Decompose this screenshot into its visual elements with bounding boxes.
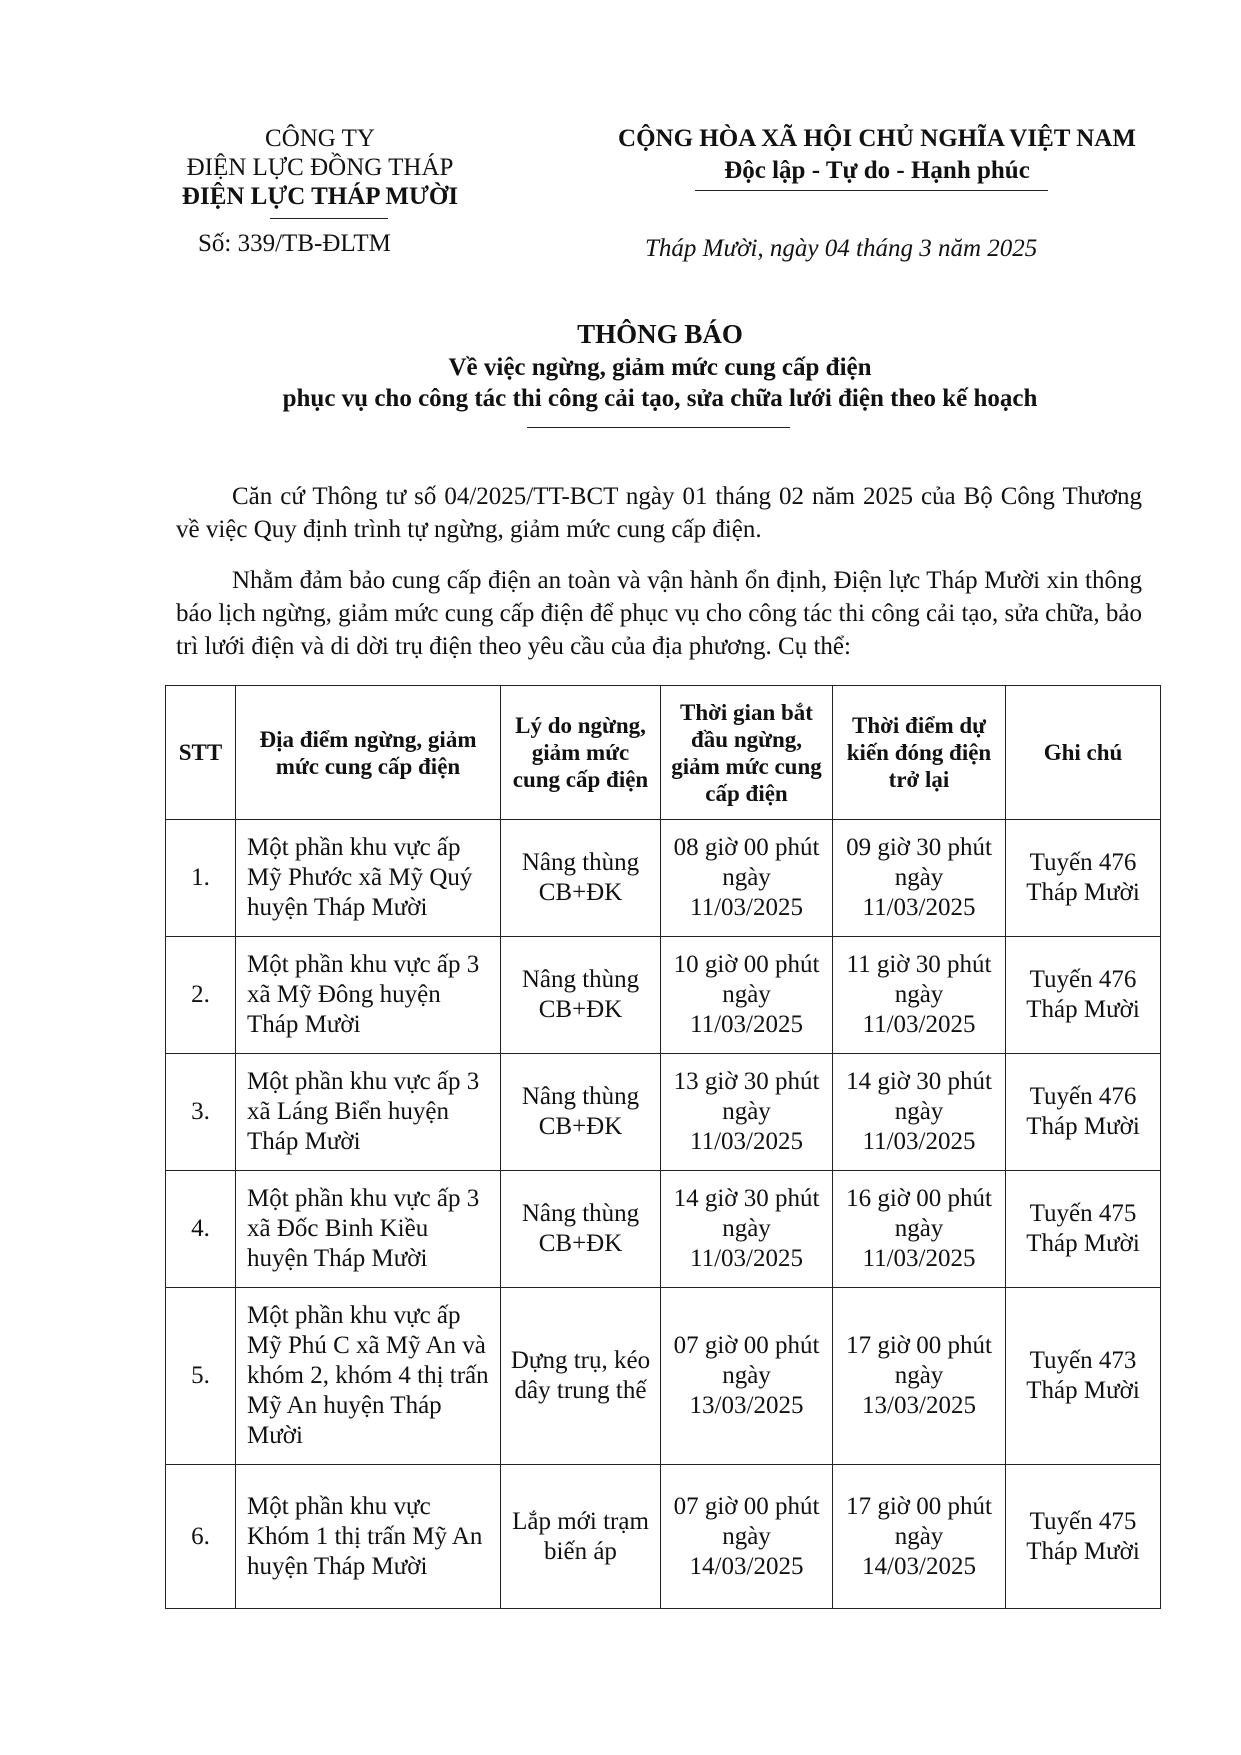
cell-location: Một phần khu vực ấp 3 xã Đốc Binh Kiều huyện Tháp Mười bbox=[236, 1171, 501, 1288]
header-start-time: Thời gian bắt đầu ngừng, giảm mức cung cấp điện bbox=[661, 686, 833, 820]
cell-note: Tuyến 473 Tháp Mười bbox=[1006, 1288, 1161, 1465]
cell-restore-time: 17 giờ 00 phút ngày 14/03/2025 bbox=[833, 1465, 1006, 1609]
cell-location: Một phần khu vực ấp 3 xã Mỹ Đông huyện Tháp Mười bbox=[236, 937, 501, 1054]
table-header-row bbox=[166, 686, 1161, 820]
cell-stt: 2. bbox=[166, 937, 236, 1054]
cell-start-time: 14 giờ 30 phút ngày 11/03/2025 bbox=[661, 1171, 833, 1288]
national-motto: Độc lập - Tự do - Hạnh phúc bbox=[724, 157, 1030, 184]
cell-stt: 1. bbox=[166, 820, 236, 937]
cell-location: Một phần khu vực ấp Mỹ Phước xã Mỹ Quý huyện Tháp Mười bbox=[236, 820, 501, 937]
cell-start-time: 07 giờ 00 phút ngày 13/03/2025 bbox=[661, 1288, 833, 1465]
issuer-parent: ĐIỆN LỰC ĐỒNG THÁP bbox=[186, 154, 454, 181]
document-number: Số: 339/TB-ĐLTM bbox=[198, 230, 391, 257]
cell-reason: Dựng trụ, kéo dây trung thế bbox=[501, 1288, 661, 1465]
cell-note: Tuyến 476 Tháp Mười bbox=[1006, 1054, 1161, 1171]
cell-note: Tuyến 475 Tháp Mười bbox=[1006, 1171, 1161, 1288]
legal-basis-paragraph: Căn cứ Thông tư số 04/2025/TT-BCT ngày 01 tháng 02 năm 2025 của Bộ Công Thương về việc Quy định trình tự ngừng, giảm mức cung cấp điện. bbox=[176, 483, 1142, 543]
issuer-unit: ĐIỆN LỰC THÁP MƯỜI bbox=[181, 183, 459, 210]
table-row bbox=[166, 1288, 1161, 1465]
table-row bbox=[166, 1465, 1161, 1609]
cell-location: Một phần khu vực Khóm 1 thị trấn Mỹ An huyện Tháp Mười bbox=[236, 1465, 501, 1609]
cell-start-time: 10 giờ 00 phút ngày 11/03/2025 bbox=[661, 937, 833, 1054]
purpose-paragraph: Nhằm đảm bảo cung cấp điện an toàn và vận hành ổn định, Điện lực Tháp Mười xin thông báo lịch ngừng, giảm mức cung cấp điện để phục vụ cho công tác thi công cải tạo, sửa chữa, bảo trì lưới điện và di dời trụ điện theo yêu cầu của địa phương. Cụ thể: bbox=[176, 567, 1142, 660]
notice-title: THÔNG BÁO bbox=[577, 319, 743, 349]
cell-start-time: 13 giờ 30 phút ngày 11/03/2025 bbox=[661, 1054, 833, 1171]
cell-restore-time: 16 giờ 00 phút ngày 11/03/2025 bbox=[833, 1171, 1006, 1288]
cell-stt: 3. bbox=[166, 1054, 236, 1171]
table-row bbox=[166, 1054, 1161, 1171]
cell-restore-time: 17 giờ 00 phút ngày 13/03/2025 bbox=[833, 1288, 1006, 1465]
cell-stt: 6. bbox=[166, 1465, 236, 1609]
header-note: Ghi chú bbox=[1006, 686, 1161, 820]
cell-restore-time: 09 giờ 30 phút ngày 11/03/2025 bbox=[833, 820, 1006, 937]
cell-reason: Nâng thùng CB+ĐK bbox=[501, 820, 661, 937]
table-row bbox=[166, 820, 1161, 937]
notice-subject-line2: phục vụ cho công tác thi công cải tạo, sửa chữa lưới điện theo kế hoạch bbox=[282, 385, 1038, 412]
cell-restore-time: 14 giờ 30 phút ngày 11/03/2025 bbox=[833, 1054, 1006, 1171]
header-reason: Lý do ngừng, giảm mức cung cấp điện bbox=[501, 686, 661, 820]
national-title: CỘNG HÒA XÃ HỘI CHỦ NGHĨA VIỆT NAM bbox=[618, 125, 1136, 152]
header-location: Địa điểm ngừng, giảm mức cung cấp điện bbox=[236, 686, 501, 820]
place-date: Tháp Mười, ngày 04 tháng 3 năm 2025 bbox=[645, 235, 1038, 262]
cell-note: Tuyến 476 Tháp Mười bbox=[1006, 820, 1161, 937]
header-restore-time: Thời điểm dự kiến đóng điện trở lại bbox=[833, 686, 1006, 820]
motto-underline bbox=[695, 190, 1048, 191]
cell-location: Một phần khu vực ấp Mỹ Phú C xã Mỹ An và khóm 2, khóm 4 thị trấn Mỹ An huyện Tháp Mười bbox=[236, 1288, 501, 1465]
cell-reason: Nâng thùng CB+ĐK bbox=[501, 1171, 661, 1288]
outage-schedule-table bbox=[165, 685, 1161, 1609]
cell-location: Một phần khu vực ấp 3 xã Láng Biển huyện Tháp Mười bbox=[236, 1054, 501, 1171]
cell-start-time: 07 giờ 00 phút ngày 14/03/2025 bbox=[661, 1465, 833, 1609]
cell-reason: Lắp mới trạm biến áp bbox=[501, 1465, 661, 1609]
cell-reason: Nâng thùng CB+ĐK bbox=[501, 1054, 661, 1171]
cell-stt: 5. bbox=[166, 1288, 236, 1465]
cell-restore-time: 11 giờ 30 phút ngày 11/03/2025 bbox=[833, 937, 1006, 1054]
cell-stt: 4. bbox=[166, 1171, 236, 1288]
cell-note: Tuyến 475 Tháp Mười bbox=[1006, 1465, 1161, 1609]
cell-start-time: 08 giờ 00 phút ngày 11/03/2025 bbox=[661, 820, 833, 937]
issuer-block bbox=[150, 124, 490, 211]
cell-reason: Nâng thùng CB+ĐK bbox=[501, 937, 661, 1054]
header-stt: STT bbox=[166, 686, 236, 820]
notice-subject-line1: Về việc ngừng, giảm mức cung cấp điện bbox=[448, 354, 872, 381]
title-underline bbox=[527, 427, 790, 428]
table-row bbox=[166, 1171, 1161, 1288]
issuer-underline bbox=[270, 218, 388, 219]
table-row bbox=[166, 937, 1161, 1054]
cell-note: Tuyến 476 Tháp Mười bbox=[1006, 937, 1161, 1054]
issuer-company: CÔNG TY bbox=[265, 125, 375, 152]
